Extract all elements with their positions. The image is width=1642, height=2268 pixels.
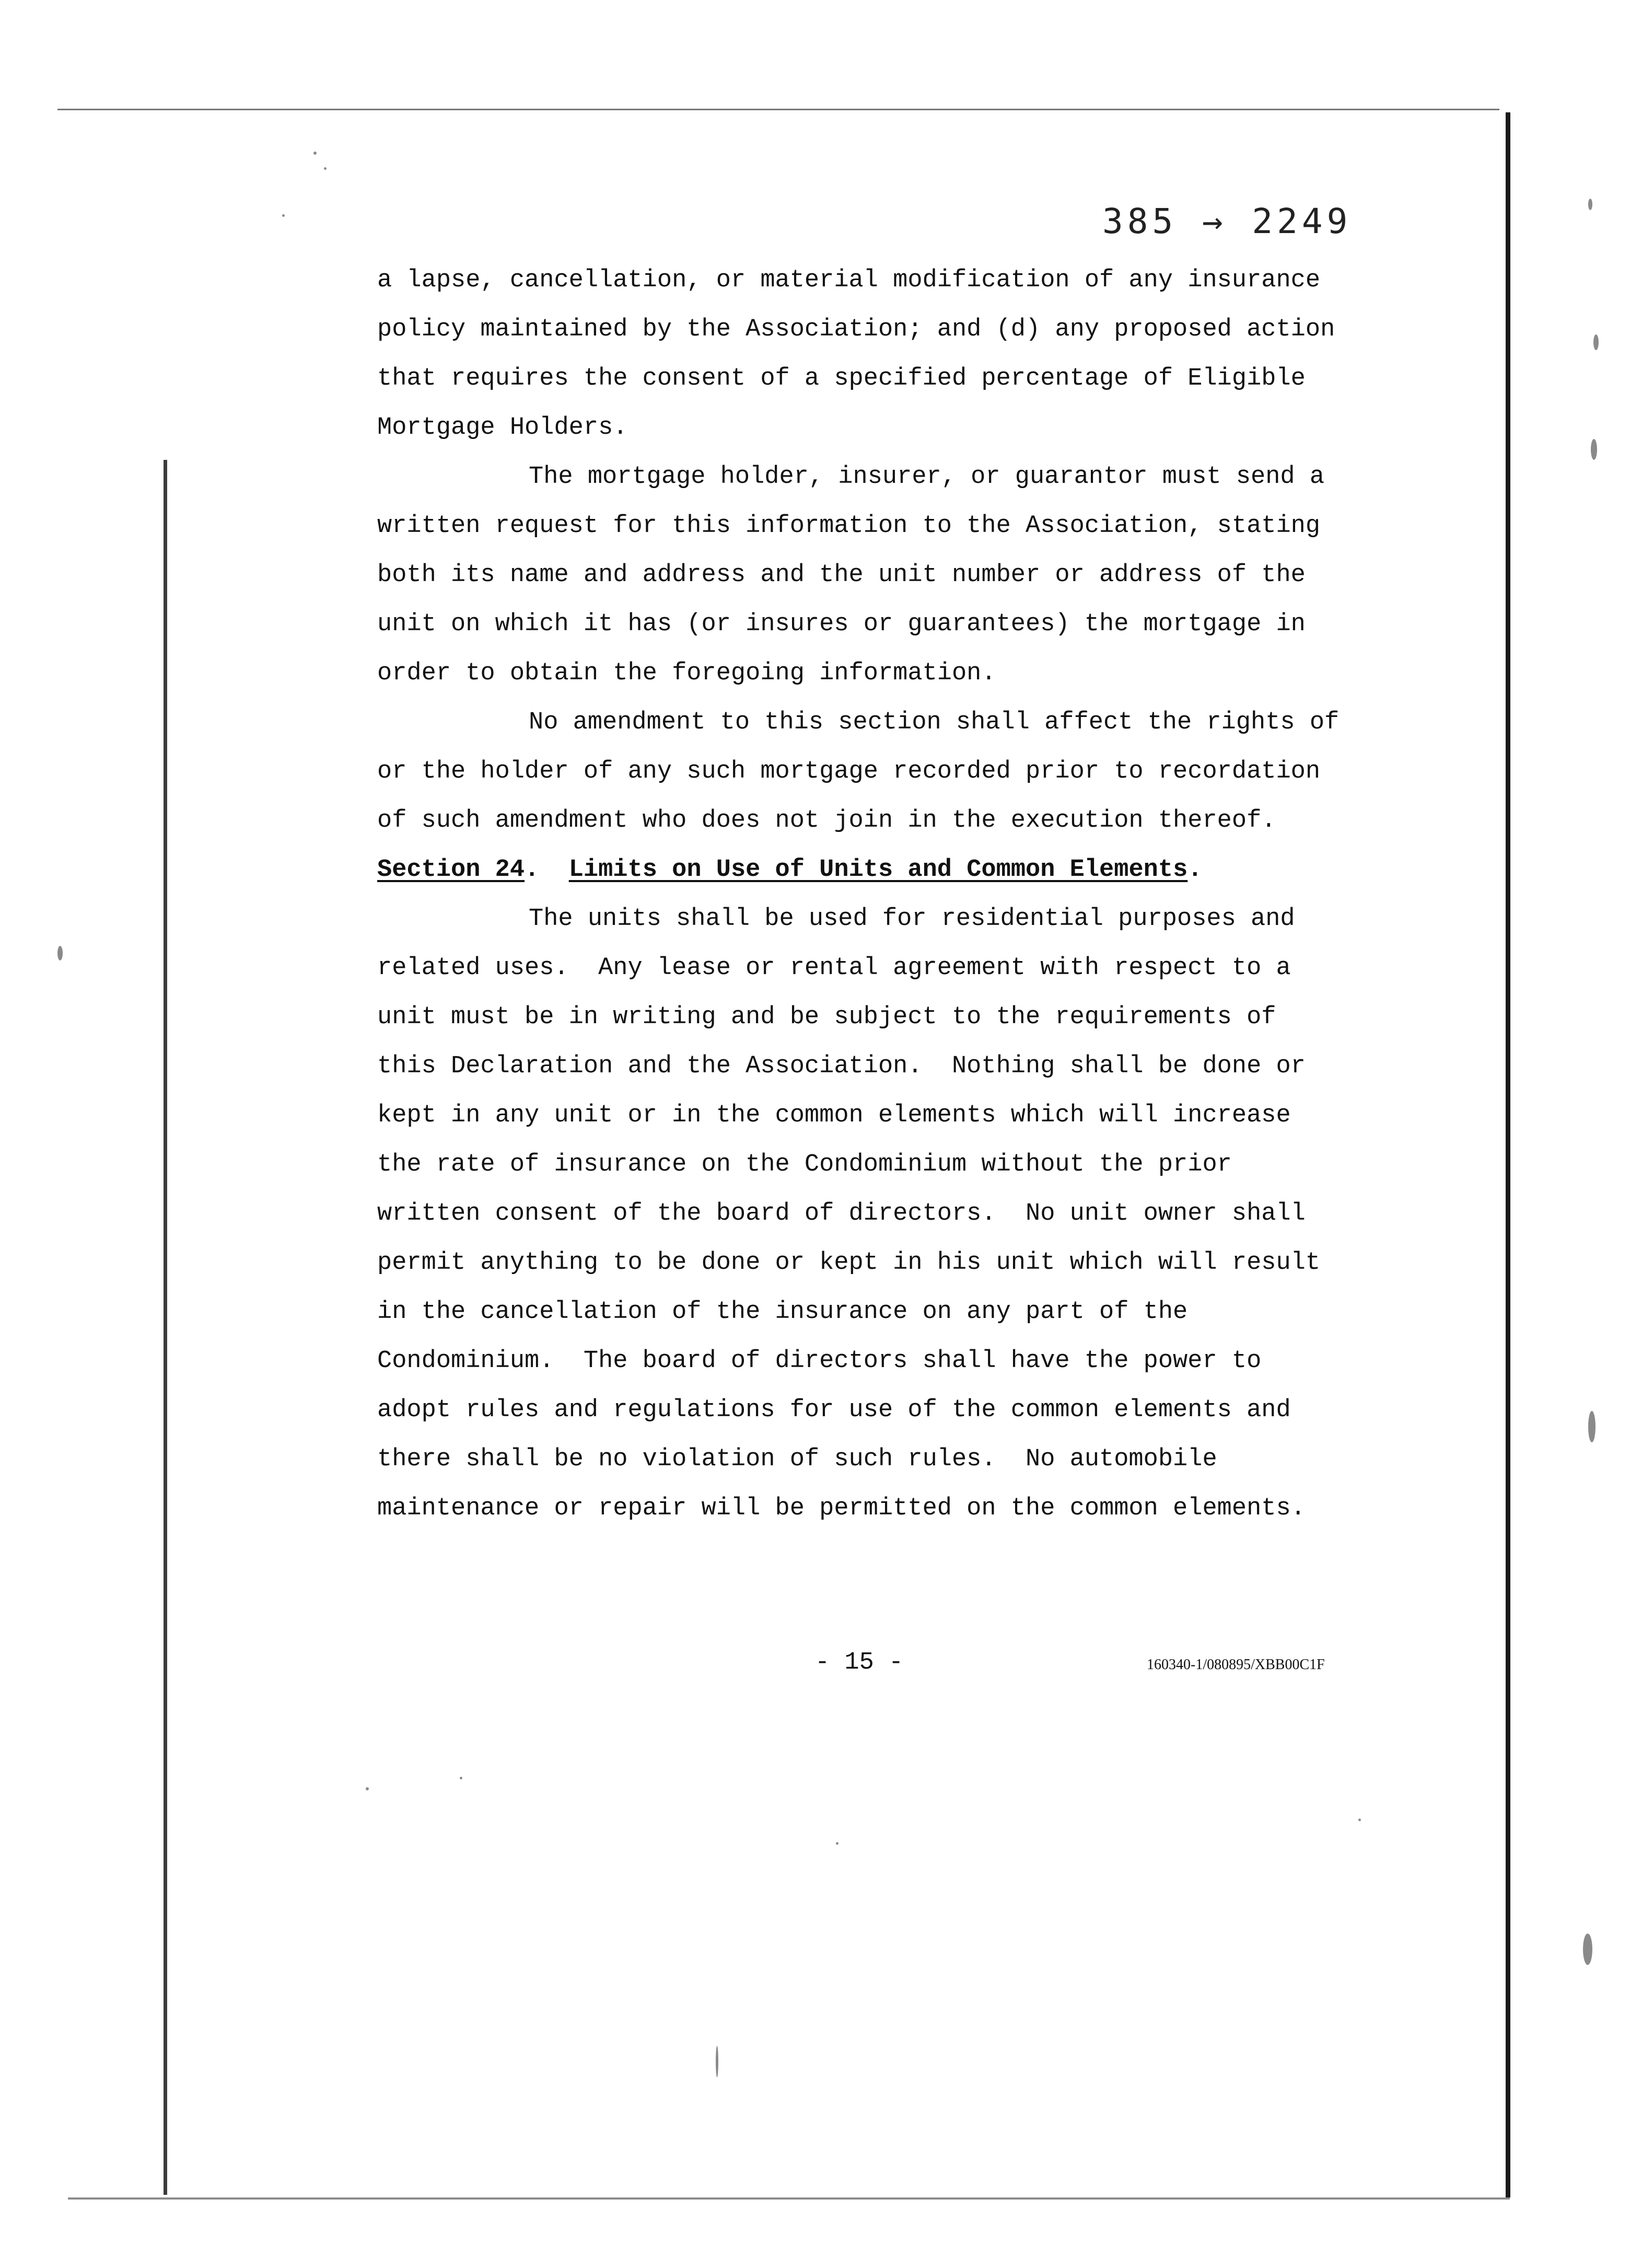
- scan-speckle: [282, 214, 285, 217]
- text-line: or the holder of any such mortgage recorded prior to recordation: [377, 758, 1321, 785]
- text-line: there shall be no violation of such rules. No automobile: [377, 1445, 1217, 1473]
- scan-speckle: [1358, 1819, 1361, 1821]
- text-line: related uses. Any lease or rental agreement with respect to a: [377, 954, 1291, 982]
- text-line: order to obtain the foregoing information.: [377, 659, 996, 687]
- scan-speckle: [324, 167, 327, 170]
- text-line: unit on which it has (or insures or guarantees) the mortgage in: [377, 610, 1306, 638]
- page-number: - 15 -: [815, 1649, 904, 1676]
- scan-speckle: [1588, 199, 1592, 210]
- text-line: The units shall be used for residential purposes and: [529, 905, 1295, 933]
- scan-speckle: [460, 1777, 462, 1779]
- book-page-stamp: 385 → 2249: [1102, 201, 1352, 241]
- text-line: written consent of the board of directors. No unit owner shall: [377, 1200, 1306, 1228]
- text-line: of such amendment who does not join in the execution thereof.: [377, 807, 1276, 835]
- scan-speckle: [1593, 334, 1599, 350]
- scan-speckle: [1588, 1411, 1596, 1442]
- section-heading: Section 24. Limits on Use of Units and Common Elements.: [377, 856, 1203, 884]
- text-line: that requires the consent of a specified percentage of Eligible: [377, 365, 1306, 392]
- text-line: permit anything to be done or kept in his unit which will result: [377, 1249, 1321, 1277]
- section-title: Limits on Use of Units and Common Elements: [568, 856, 1188, 884]
- text-line: both its name and address and the unit number or address of the: [377, 561, 1306, 589]
- scan-border-right: [1506, 112, 1510, 2197]
- document-body: [377, 256, 1427, 1533]
- scan-speckle: [716, 2046, 718, 2077]
- text-line: written request for this information to the Association, stating: [377, 512, 1321, 540]
- scan-speckle: [836, 1842, 839, 1845]
- scan-speckle: [366, 1787, 369, 1790]
- scan-speckle: [1591, 439, 1597, 460]
- text-line: unit must be in writing and be subject to the requirements of: [377, 1003, 1276, 1031]
- scan-speckle: [1583, 1934, 1592, 1965]
- document-code: 160340-1/080895/XBB00C1F: [1147, 1657, 1325, 1673]
- scan-border-left: [164, 460, 167, 2195]
- scan-border-bottom: [68, 2197, 1510, 2200]
- text-line: Mortgage Holders.: [377, 414, 628, 442]
- text-line: maintenance or repair will be permitted on the common elements.: [377, 1495, 1306, 1522]
- text-line: this Declaration and the Association. Nothing shall be done or: [377, 1052, 1306, 1080]
- text-line: in the cancellation of the insurance on any part of the: [377, 1298, 1188, 1326]
- text-line: adopt rules and regulations for use of the common elements and: [377, 1396, 1291, 1424]
- text-line: No amendment to this section shall affect the rights of: [529, 709, 1340, 736]
- scan-speckle: [313, 152, 317, 155]
- text-line: policy maintained by the Association; and (d) any proposed action: [377, 316, 1335, 343]
- text-line: The mortgage holder, insurer, or guarantor must send a: [529, 463, 1325, 491]
- text-line: a lapse, cancellation, or material modification of any insurance: [377, 267, 1321, 294]
- text-line: kept in any unit or in the common elements which will increase: [377, 1102, 1291, 1129]
- scan-border-top: [57, 109, 1499, 110]
- section-number: Section 24: [377, 856, 525, 884]
- text-line: the rate of insurance on the Condominium without the prior: [377, 1151, 1232, 1178]
- scan-speckle: [57, 946, 63, 961]
- text-line: Condominium. The board of directors shall have the power to: [377, 1347, 1262, 1375]
